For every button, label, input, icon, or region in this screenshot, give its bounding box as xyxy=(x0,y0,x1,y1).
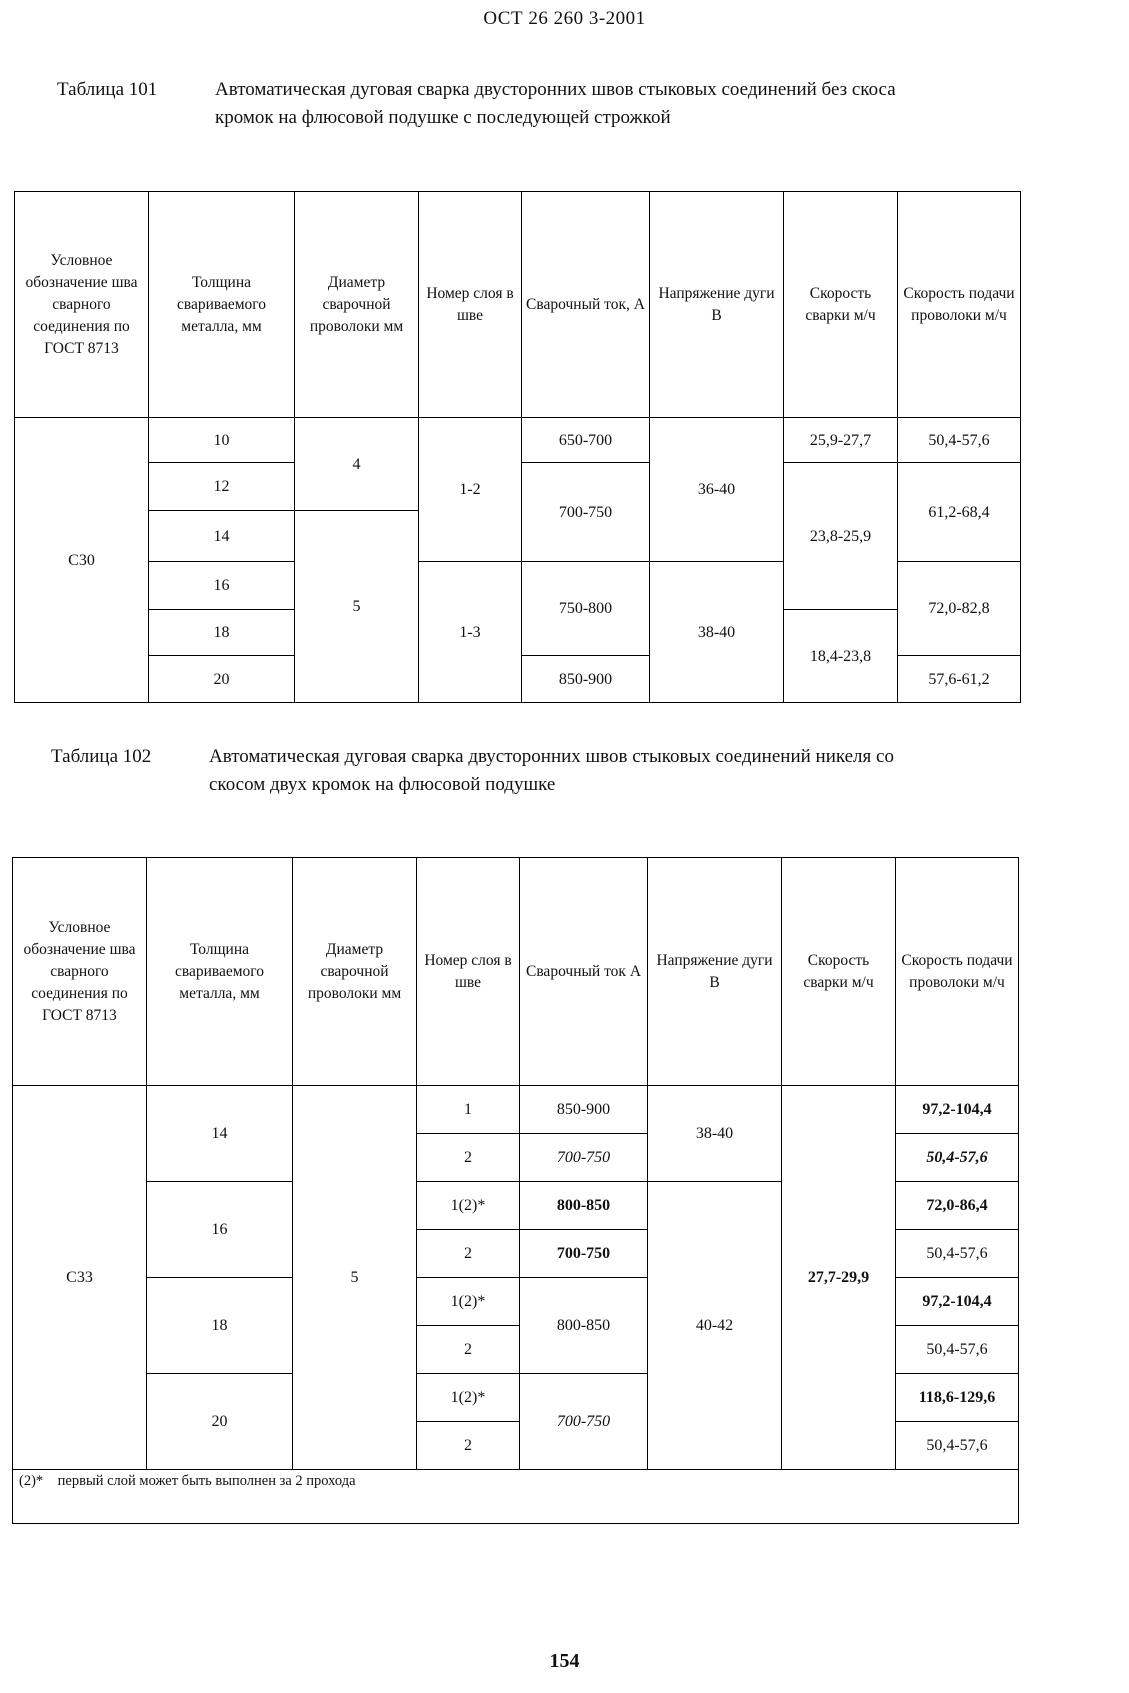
current-cell: 650-700 xyxy=(522,418,650,463)
diameter-cell: 5 xyxy=(293,1086,417,1470)
speed-cell: 23,8-25,9 xyxy=(784,463,898,610)
table102-header-row xyxy=(13,858,1019,1086)
table-row xyxy=(13,1086,1019,1134)
table102-footnote-row xyxy=(13,1470,1019,1524)
joint-designation: С30 xyxy=(15,418,149,703)
col-speed-header: Скорость сварки м/ч xyxy=(784,192,898,418)
thickness-cell: 18 xyxy=(147,1278,293,1374)
col-diameter-header: Диаметр сварочной проволоки мм xyxy=(295,192,419,418)
table101-caption xyxy=(57,76,1017,166)
layer-cell: 2 xyxy=(417,1326,520,1374)
joint-designation: С33 xyxy=(13,1086,147,1470)
layer-cell: 1(2)* xyxy=(417,1374,520,1422)
table-101 xyxy=(14,191,1021,703)
col-joint-header: Условное обозначение шва сварного соединения по ГОСТ 8713 xyxy=(13,858,147,1086)
layer-cell: 1 xyxy=(417,1086,520,1134)
table101-header-row xyxy=(15,192,1021,418)
page-number: 154 xyxy=(549,1650,580,1672)
col-current-header: Сварочный ток, А xyxy=(522,192,650,418)
current-cell: 700-750 xyxy=(520,1374,648,1470)
footnote-text: первый слой может быть выполнен за 2 прохода xyxy=(57,1473,356,1489)
thickness-cell: 10 xyxy=(149,418,295,463)
col-feed-header: Скорость подачи проволоки м/ч xyxy=(898,192,1021,418)
feed-cell: 50,4-57,6 xyxy=(896,1230,1019,1278)
col-voltage-header: Напряжение дуги В xyxy=(650,192,784,418)
thickness-cell: 18 xyxy=(149,610,295,656)
col-layer-header: Номер слоя в шве xyxy=(419,192,522,418)
speed-cell: 27,7-29,9 xyxy=(782,1086,896,1470)
col-joint-header: Условное обозначение шва сварного соединения по ГОСТ 8713 xyxy=(15,192,149,418)
feed-cell: 50,4-57,6 xyxy=(898,418,1021,463)
current-cell: 700-750 xyxy=(522,463,650,562)
thickness-cell: 16 xyxy=(147,1182,293,1278)
layer-cell: 1(2)* xyxy=(417,1182,520,1230)
current-cell: 800-850 xyxy=(520,1182,648,1230)
voltage-cell: 36-40 xyxy=(650,418,784,562)
col-layer-header: Номер слоя в шве xyxy=(417,858,520,1086)
col-thickness-header: Толщина свариваемого металла, мм xyxy=(149,192,295,418)
speed-cell: 18,4-23,8 xyxy=(784,610,898,703)
feed-cell: 118,6-129,6 xyxy=(896,1374,1019,1422)
voltage-cell: 38-40 xyxy=(648,1086,782,1182)
thickness-cell: 16 xyxy=(149,562,295,610)
current-cell: 850-900 xyxy=(520,1086,648,1134)
layer-cell: 2 xyxy=(417,1422,520,1470)
diameter-cell: 5 xyxy=(295,511,419,703)
table102-title: Автоматическая дуговая сварка двусторонних швов стыковых соединений никеля со скосом двух кромок на флюсовой подушке xyxy=(209,746,894,795)
layer-cell: 1-3 xyxy=(419,562,522,703)
col-feed-header: Скорость подачи проволоки м/ч xyxy=(896,858,1019,1086)
table101-title: Автоматическая дуговая сварка двусторонних швов стыковых соединений без скоса кромок на флюсовой подушке с последующей строжкой xyxy=(215,79,896,128)
diameter-cell: 4 xyxy=(295,418,419,511)
thickness-cell: 20 xyxy=(149,656,295,703)
table102-label: Таблица 102 xyxy=(51,746,152,767)
document-code-header: ОСТ 26 260 3-2001 xyxy=(483,8,646,29)
thickness-cell: 14 xyxy=(149,511,295,562)
feed-cell: 50,4-57,6 xyxy=(896,1134,1019,1182)
current-cell: 700-750 xyxy=(520,1230,648,1278)
feed-cell: 97,2-104,4 xyxy=(896,1086,1019,1134)
speed-cell: 25,9-27,7 xyxy=(784,418,898,463)
voltage-cell: 40-42 xyxy=(648,1182,782,1470)
col-thickness-header: Толщина свариваемого металла, мм xyxy=(147,858,293,1086)
feed-cell: 97,2-104,4 xyxy=(896,1278,1019,1326)
thickness-cell: 12 xyxy=(149,463,295,511)
table102-footnote xyxy=(13,1470,1019,1524)
current-cell: 700-750 xyxy=(520,1134,648,1182)
col-diameter-header: Диаметр сварочной проволоки мм xyxy=(293,858,417,1086)
feed-cell: 57,6-61,2 xyxy=(898,656,1021,703)
thickness-cell: 20 xyxy=(147,1374,293,1470)
footnote-mark: (2)* xyxy=(19,1473,44,1489)
feed-cell: 50,4-57,6 xyxy=(896,1422,1019,1470)
current-cell: 750-800 xyxy=(522,562,650,656)
table102-caption xyxy=(51,743,1011,805)
layer-cell: 1-2 xyxy=(419,418,522,562)
layer-cell: 2 xyxy=(417,1134,520,1182)
table-102 xyxy=(12,857,1019,1524)
table-row xyxy=(15,418,1021,462)
table101-label: Таблица 101 xyxy=(57,79,158,100)
feed-cell: 50,4-57,6 xyxy=(896,1326,1019,1374)
col-voltage-header: Напряжение дуги В xyxy=(648,858,782,1086)
col-speed-header: Скорость сварки м/ч xyxy=(782,858,896,1086)
current-cell: 850-900 xyxy=(522,656,650,703)
col-current-header: Сварочный ток А xyxy=(520,858,648,1086)
layer-cell: 1(2)* xyxy=(417,1278,520,1326)
layer-cell: 2 xyxy=(417,1230,520,1278)
feed-cell: 72,0-86,4 xyxy=(896,1182,1019,1230)
current-cell: 800-850 xyxy=(520,1278,648,1374)
voltage-cell: 38-40 xyxy=(650,562,784,703)
feed-cell: 61,2-68,4 xyxy=(898,463,1021,562)
thickness-cell: 14 xyxy=(147,1086,293,1182)
feed-cell: 72,0-82,8 xyxy=(898,562,1021,656)
